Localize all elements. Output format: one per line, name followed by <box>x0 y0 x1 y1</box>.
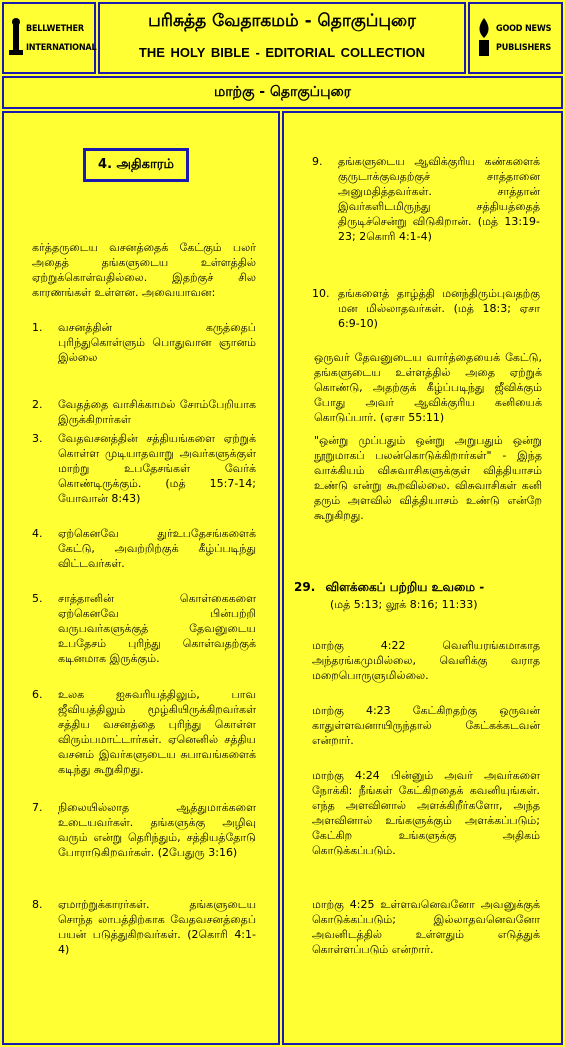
item-number: 7. <box>32 801 43 814</box>
section-heading <box>294 580 556 613</box>
item-number: 10. <box>312 287 330 300</box>
flame-icon <box>476 18 492 58</box>
logo-line-2: PUBLISHERS <box>496 43 552 53</box>
bellwether-logo <box>8 16 97 64</box>
header-title-box <box>98 2 466 74</box>
verse: மாற்கு 4:24 பின்னும் அவர் அவர்களை நோக்கி: நீங்கள் கேட்கிறதைக் கவனியுங்கள். எந்த அளவினால் அளக்கிறீர்களோ, அந்த அளவினால் உங்களுக்கும் அளக்கப்படும்; கேட்கிற உங்களுக்கு அதிகம் கொடுக்கப்படும். <box>312 769 540 857</box>
item-number: 9. <box>312 155 323 168</box>
section-reference: (மத் 5:13; லூக் 8:16; 11:33) <box>330 598 478 611</box>
logo-line-2: INTERNATIONAL <box>26 43 97 53</box>
item-number: 1. <box>32 321 43 334</box>
section-number: 29. <box>294 580 316 594</box>
verse: மாற்கு 4:23 கேட்கிறதற்கு ஒருவன் காதுள்ளவனாயிருந்தால் கேட்கக்கடவன் என்றார். <box>312 704 540 747</box>
bellwether-logo-box <box>2 2 96 74</box>
item-text: வேதத்தை வாசிக்காமல் சோம்பேறியாக இருக்கிறார்கள் <box>58 398 256 426</box>
title-tamil: பரிசுத்த வேதாகமம் - தொகுப்புரை <box>148 11 416 31</box>
goodnews-logo <box>474 16 557 64</box>
item-text: ஏமாற்றுக்காரர்கள். தங்களுடைய சொந்த லாபத்திற்காக வேதவசனத்தைப் பயன் படுத்துகிறவர்கள். (2கொரி 4:1-4) <box>58 898 256 956</box>
item-number: 6. <box>32 688 43 701</box>
section-title: விளக்கைப் பற்றிய உவமை - <box>325 580 485 594</box>
title-english: THE HOLY BIBLE - EDITORIAL COLLECTION <box>138 45 426 60</box>
item-text: தங்களைத் தாழ்த்தி மனந்திரும்புவதற்கு மன மில்லாதவர்கள். (மத் 18:3; ஏசா 6:9-10) <box>338 287 540 330</box>
item-text: உலக ஐசுவரியத்திலும், பாவ ஜீவியத்திலும் மூழ்கியிருக்கிறவர்கள் சத்திய வசனத்தை புரிந்து கொள்ள விரும்பமாட்டார்கள். ஏனெனில் சத்திய வசனம் இவர்களுடைய சுபாவங்களைக் கடிந்து கூறுகிறது. <box>58 688 256 776</box>
item-number: 3. <box>32 432 43 445</box>
left-column <box>2 111 280 1045</box>
goodnews-logo-box <box>468 2 563 74</box>
subheader <box>2 76 563 109</box>
item-text: சாத்தானின் கொள்கைகளை ஏற்கெனவே பின்பற்றி வருபவர்களுக்குத் தேவனுடைய உபதேசம் புரிந்து கொள்வதற்குக் கடினமாக இருக்கும். <box>58 592 256 665</box>
lamp-icon <box>8 18 24 58</box>
chapter-box: 4. அதிகாரம் <box>83 148 189 182</box>
item-number: 8. <box>32 898 43 911</box>
verse: மாற்கு 4:25 உள்ளவனெவனோ அவனுக்குக் கொடுக்கப்படும்; இல்லாதவனெவனோ அவனிடத்தில் உள்ளதும் எடுத்துக் கொள்ளப்படும் என்றார். <box>312 898 540 956</box>
subheader-title: மாற்கு - தொகுப்புரை <box>213 84 352 100</box>
paragraph-fruit: ஒருவர் தேவனுடைய வார்த்தையைக் கேட்டு, தங்களுடைய உள்ளத்தில் அதை ஏற்றுக் கொண்டு, அதற்குக் கீழ்ப்படிந்து ஜீவிக்கும் போது அவர் ஆவிக்குரிய கனியைக் கொடுப்பார். (ஏசா 55:11) <box>314 351 542 424</box>
verse: மாற்கு 4:22 வெளியரங்கமாகாத அந்தரங்கமுமில்லை, வெளிக்கு வராத மறைபொருளுமில்லை. <box>312 639 540 682</box>
item-number: 4. <box>32 527 43 540</box>
logo-line-1: GOOD NEWS <box>496 24 552 34</box>
item-text: தங்களுடைய ஆவிக்குரிய கண்களைக் குருடாக்குவதற்குச் சாத்தானை அனுமதித்தவர்கள். சாத்தான் இவர்களிடமிருந்து சத்தியத்தைத் திருடிச்சென்று விடுகிறான். (மத் 13:19-23; 2கொரி 4:1-4) <box>338 155 540 243</box>
item-text: வேதவசனத்தின் சத்தியங்களை ஏற்றுக் கொள்ள முடியாதவாறு அவர்களுக்குள் மாற்று உபதேசங்கள் வேர்க் கொண்டிருக்கும். (மத் 15:7-14; யோவான் 8:43) <box>58 432 256 505</box>
intro-paragraph: கர்த்தருடைய வசனத்தைக் கேட்கும் பலர் அதைத் தங்களுடைய உள்ளத்தில் ஏற்றுக்கொள்வதில்லை. இதற்குச் சில காரணங்கள் உள்ளன. அவையாவன: <box>32 241 256 299</box>
item-number: 5. <box>32 592 43 605</box>
item-number: 2. <box>32 398 43 411</box>
logo-line-1: BELLWETHER <box>26 24 84 34</box>
item-text: ஏற்கெனவே துர்உபதேசங்களைக் கேட்டு, அவற்றிற்குக் கீழ்ப்படிந்து விட்டவர்கள். <box>58 527 256 570</box>
right-column <box>282 111 563 1045</box>
item-text: வசனத்தின் கருத்தைப் புரிந்துகொள்ளும் பொதுவான ஞானம் இல்லை <box>58 321 256 364</box>
item-text: நிலையில்லாத ஆத்துமாக்களை உடையவர்கள். தங்களுக்கு அழிவு வரும் என்று தெரிந்தும், சத்தியத்தோடு போராடுகிறவர்கள். (2பேதுரு 3:16) <box>58 801 256 859</box>
paragraph-thirty-sixty: "ஒன்று முப்பதும் ஒன்று அறுபதும் ஒன்று நூறுமாகப் பலன்கொடுக்கிறார்கள்" - இந்த வாக்கியம் விசுவாசிகளுக்குள் வித்தியாசம் உண்டு என்று கூறவில்லை. விசுவாசிகள் கனி தரும் அளவில் வித்தியாசம் உண்டு என்றே கூறுகிறது. <box>314 434 542 522</box>
